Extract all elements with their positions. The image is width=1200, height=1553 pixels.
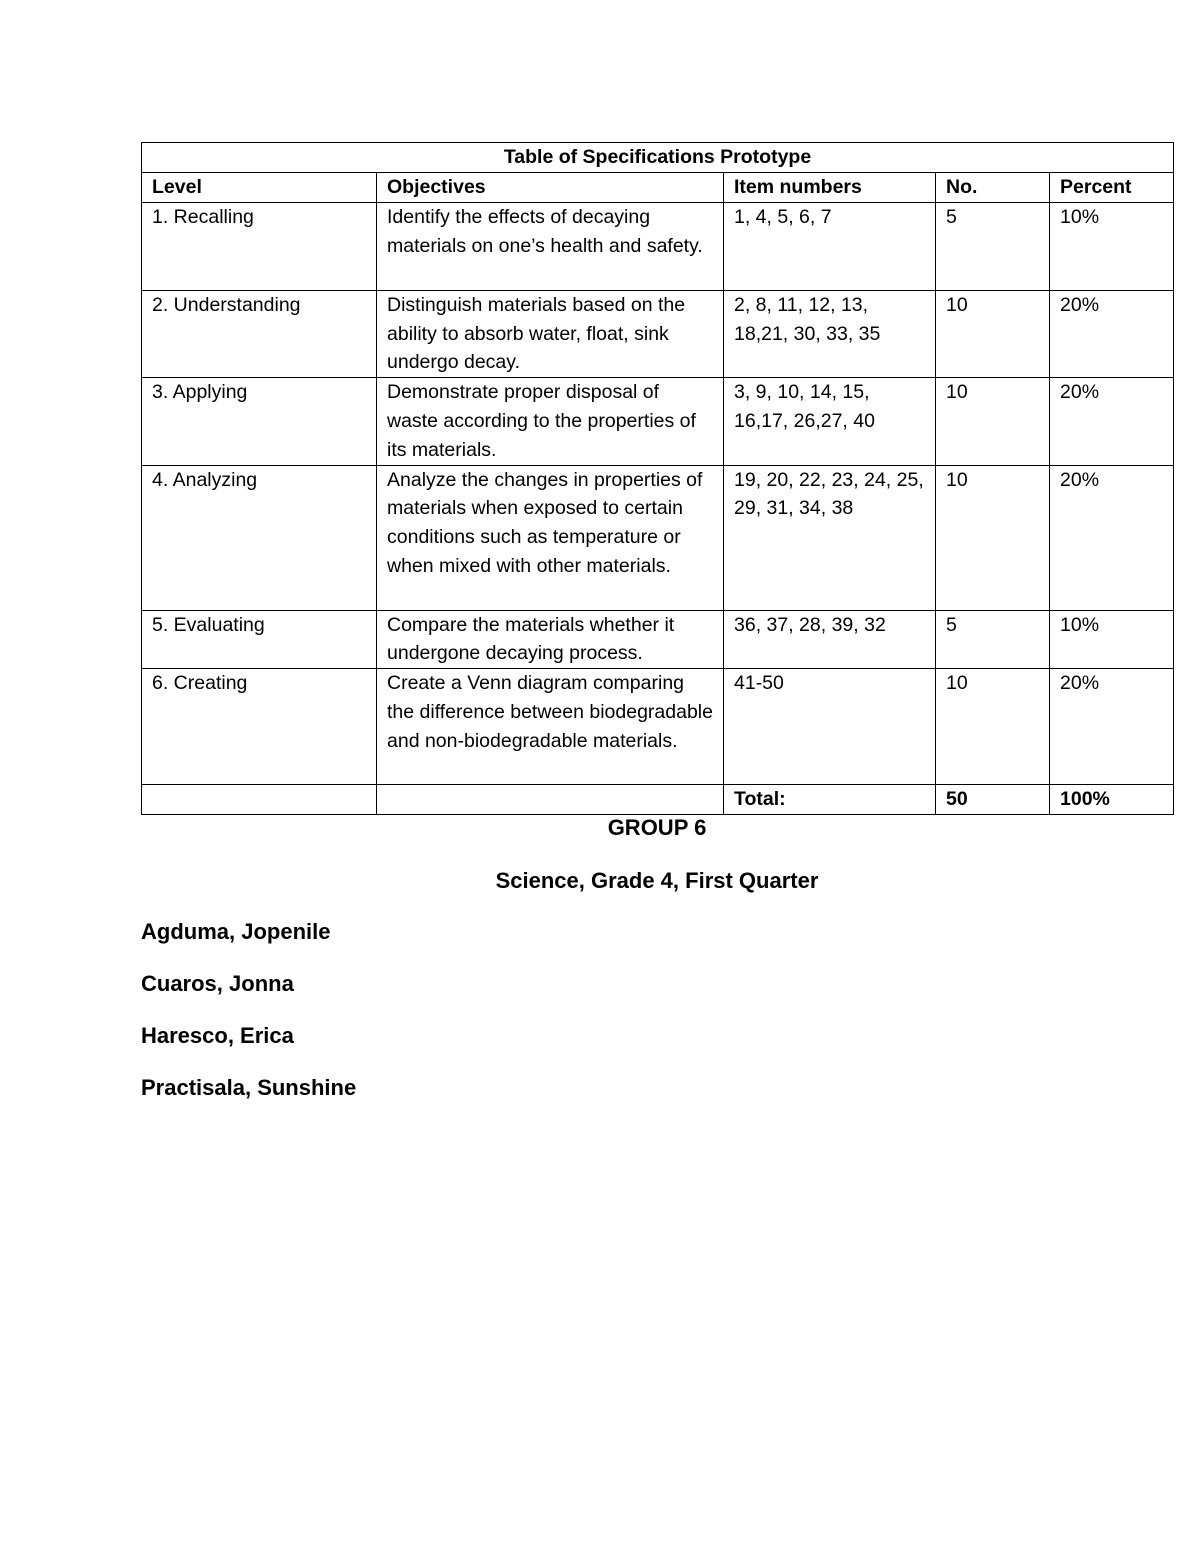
member-name: Cuaros, Jonna bbox=[141, 971, 294, 996]
empty-cell bbox=[377, 785, 724, 815]
header-item-numbers: Item numbers bbox=[724, 173, 936, 203]
percent-cell: 20% bbox=[1050, 378, 1174, 465]
table-header-row bbox=[142, 173, 1174, 203]
total-no: 50 bbox=[936, 785, 1050, 815]
table-row bbox=[142, 202, 1174, 290]
level-cell: 2. Understanding bbox=[142, 290, 377, 377]
table-title-row bbox=[142, 143, 1174, 173]
level-cell: 6. Creating bbox=[142, 669, 377, 785]
table-row bbox=[142, 610, 1174, 669]
objective-cell: Compare the materials whether it undergone decaying process. bbox=[377, 610, 724, 669]
no-cell: 10 bbox=[936, 290, 1050, 377]
items-cell: 3, 9, 10, 14, 15, 16,17, 26,27, 40 bbox=[724, 378, 936, 465]
member-name: Agduma, Jopenile bbox=[141, 919, 331, 944]
objective-cell: Demonstrate proper disposal of waste according to the properties of its materials. bbox=[377, 378, 724, 465]
level-cell: 3. Applying bbox=[142, 378, 377, 465]
table-row bbox=[142, 378, 1174, 465]
member-name: Practisala, Sunshine bbox=[141, 1075, 357, 1100]
items-cell: 19, 20, 22, 23, 24, 25, 29, 31, 34, 38 bbox=[724, 465, 936, 610]
total-row bbox=[142, 785, 1174, 815]
table-row bbox=[142, 465, 1174, 610]
specifications-table bbox=[141, 142, 1174, 815]
no-cell: 10 bbox=[936, 465, 1050, 610]
header-objectives: Objectives bbox=[377, 173, 724, 203]
no-cell: 5 bbox=[936, 610, 1050, 669]
percent-cell: 20% bbox=[1050, 465, 1174, 610]
level-cell: 5. Evaluating bbox=[142, 610, 377, 669]
member-name: Haresco, Erica bbox=[141, 1023, 294, 1048]
objective-cell: Distinguish materials based on the ability to absorb water, float, sink undergo decay. bbox=[377, 290, 724, 377]
objective-cell: Analyze the changes in properties of materials when exposed to certain conditions such as temperature or when mixed with other materials. bbox=[377, 465, 724, 610]
items-cell: 41-50 bbox=[724, 669, 936, 785]
objective-cell: Create a Venn diagram comparing the difference between biodegradable and non-biodegradable materials. bbox=[377, 669, 724, 785]
total-label: Total: bbox=[724, 785, 936, 815]
items-cell: 36, 37, 28, 39, 32 bbox=[724, 610, 936, 669]
percent-cell: 20% bbox=[1050, 290, 1174, 377]
items-cell: 2, 8, 11, 12, 13, 18,21, 30, 33, 35 bbox=[724, 290, 936, 377]
group-heading: GROUP 6 bbox=[607, 815, 707, 840]
header-no: No. bbox=[936, 173, 1050, 203]
table-title: Table of Specifications Prototype bbox=[142, 143, 1174, 173]
header-percent: Percent bbox=[1050, 173, 1174, 203]
total-percent: 100% bbox=[1050, 785, 1174, 815]
level-cell: 4. Analyzing bbox=[142, 465, 377, 610]
percent-cell: 20% bbox=[1050, 669, 1174, 785]
level-cell: 1. Recalling bbox=[142, 202, 377, 290]
empty-cell bbox=[142, 785, 377, 815]
table-row bbox=[142, 290, 1174, 377]
subject-heading: Science, Grade 4, First Quarter bbox=[495, 868, 819, 893]
items-cell: 1, 4, 5, 6, 7 bbox=[724, 202, 936, 290]
table-row bbox=[142, 669, 1174, 785]
objective-cell: Identify the effects of decaying materials on one’s health and safety. bbox=[377, 202, 724, 290]
no-cell: 10 bbox=[936, 669, 1050, 785]
percent-cell: 10% bbox=[1050, 202, 1174, 290]
no-cell: 10 bbox=[936, 378, 1050, 465]
percent-cell: 10% bbox=[1050, 610, 1174, 669]
header-level: Level bbox=[142, 173, 377, 203]
no-cell: 5 bbox=[936, 202, 1050, 290]
